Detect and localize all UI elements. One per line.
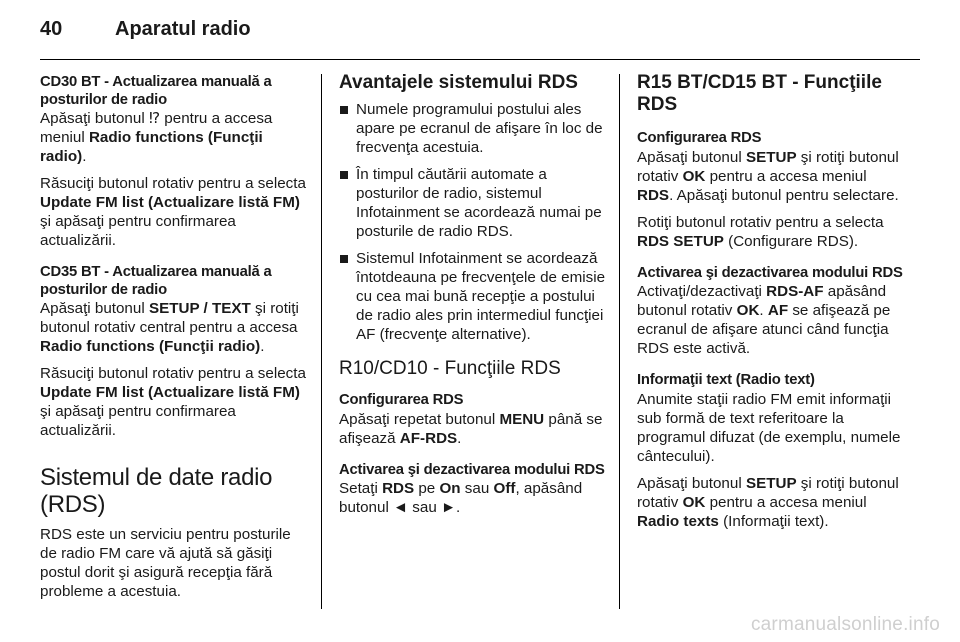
watermark: carmanualsonline.info xyxy=(750,614,940,635)
cd35-paragraph-1: Apăsaţi butonul SETUP / TEXT şi rotiţi butonul rotativ central pentru a accesa Radio functions (Funcţii radio). xyxy=(40,300,299,355)
bullet-square-icon xyxy=(340,255,348,263)
r10-config-paragraph: Apăsaţi repetat butonul MENU până se afişează AF-RDS. xyxy=(339,410,603,447)
header-rule xyxy=(40,59,920,60)
r10-config-subheading: Configurarea RDS xyxy=(339,392,464,408)
bullet-square-icon xyxy=(340,106,348,114)
column-divider-2 xyxy=(619,74,620,609)
rds-section-heading: Sistemul de date radio (RDS) xyxy=(40,464,273,518)
bullet-square-icon xyxy=(340,171,348,179)
page-header xyxy=(40,18,920,48)
r15-heading: R15 BT/CD15 BT - Funcţiile RDS xyxy=(637,72,882,115)
r10-heading: R10/CD10 - Funcţiile RDS xyxy=(339,358,561,379)
cd35-subheading: CD35 BT - Actualizarea manuală a posturilor de radio xyxy=(40,264,272,298)
r10-activation-subheading: Activarea şi dezactivarea modului RDS xyxy=(339,461,605,478)
radio-text-paragraph-2: Apăsaţi butonul SETUP şi rotiţi butonul rotativ OK pentru a accesa meniul Radio texts (Informaţii text). xyxy=(637,474,899,530)
page-title: Aparatul radio xyxy=(115,18,251,40)
r15-config-subheading: Configurarea RDS xyxy=(637,130,762,146)
cd30-paragraph-2: Răsuciţi butonul rotativ pentru a selecta Update FM list (Actualizare listă FM) şi apăsaţi pentru confirmarea actualizării. xyxy=(40,175,306,249)
column-2 xyxy=(339,74,607,525)
list-item: Numele programului postului ales apare pe ecranul de afişare în loc de frecvenţa acestuia. xyxy=(339,100,607,157)
column-3 xyxy=(637,74,903,539)
column-divider-1 xyxy=(321,74,322,609)
page-number: 40 xyxy=(40,18,63,40)
cd30-subheading: CD30 BT - Actualizarea manuală a posturilor de radio xyxy=(40,74,272,108)
r10-activation-paragraph: Setaţi RDS pe On sau Off, apăsând butonul ◄ sau ►. xyxy=(339,480,583,516)
cd35-paragraph-2: Răsuciţi butonul rotativ pentru a selecta Update FM list (Actualizare listă FM) şi apăsaţi pentru confirmarea actualizării. xyxy=(40,365,306,439)
cd30-paragraph-1: Apăsaţi butonul ⁉ pentru a accesa meniul Radio functions (Funcţii radio). xyxy=(40,110,273,165)
rds-advantages-heading: Avantajele sistemului RDS xyxy=(339,72,578,93)
list-item: Sistemul Infotainment se acordează întotdeauna pe frecvenţele de emisie cu cea mai bună recepţie a postului de radio ales prin intermediul funcţiei AF (frecvenţe alternative). xyxy=(339,249,607,344)
radio-text-subheading: Informaţii text (Radio text) xyxy=(637,372,815,388)
radio-info-icon: ⁉ xyxy=(148,110,161,127)
radio-text-paragraph-1: Anumite staţii radio FM emit informaţii sub formă de text referitoare la programul difuzat (de exemplu, numele cântecului). xyxy=(637,390,901,465)
r15-config-paragraph-1: Apăsaţi butonul SETUP şi rotiţi butonul rotativ OK pentru a accesa meniul RDS. Apăsaţi butonul pentru selectare. xyxy=(637,148,899,204)
r15-activation-subheading: Activarea şi dezactivarea modului RDS xyxy=(637,264,903,281)
advantages-list xyxy=(339,100,607,344)
r15-config-paragraph-2: Rotiţi butonul rotativ pentru a selecta RDS SETUP (Configurare RDS). xyxy=(637,213,884,250)
list-item: În timpul căutării automate a posturilor de radio, sistemul Infotainment se acordează numai pe posturile de radio RDS. xyxy=(339,165,607,241)
column-1 xyxy=(40,74,308,609)
r15-activation-paragraph: Activaţi/dezactivaţi RDS-AF apăsând butonul rotativ OK. AF se afişează pe ecranul de afişare atunci când funcţia RDS este activă. xyxy=(637,283,891,357)
rds-intro-paragraph: RDS este un serviciu pentru posturile de radio FM care vă ajută să găsiţi postul dorit şi asigură recepţia fără probleme a acestuia. xyxy=(40,526,291,600)
